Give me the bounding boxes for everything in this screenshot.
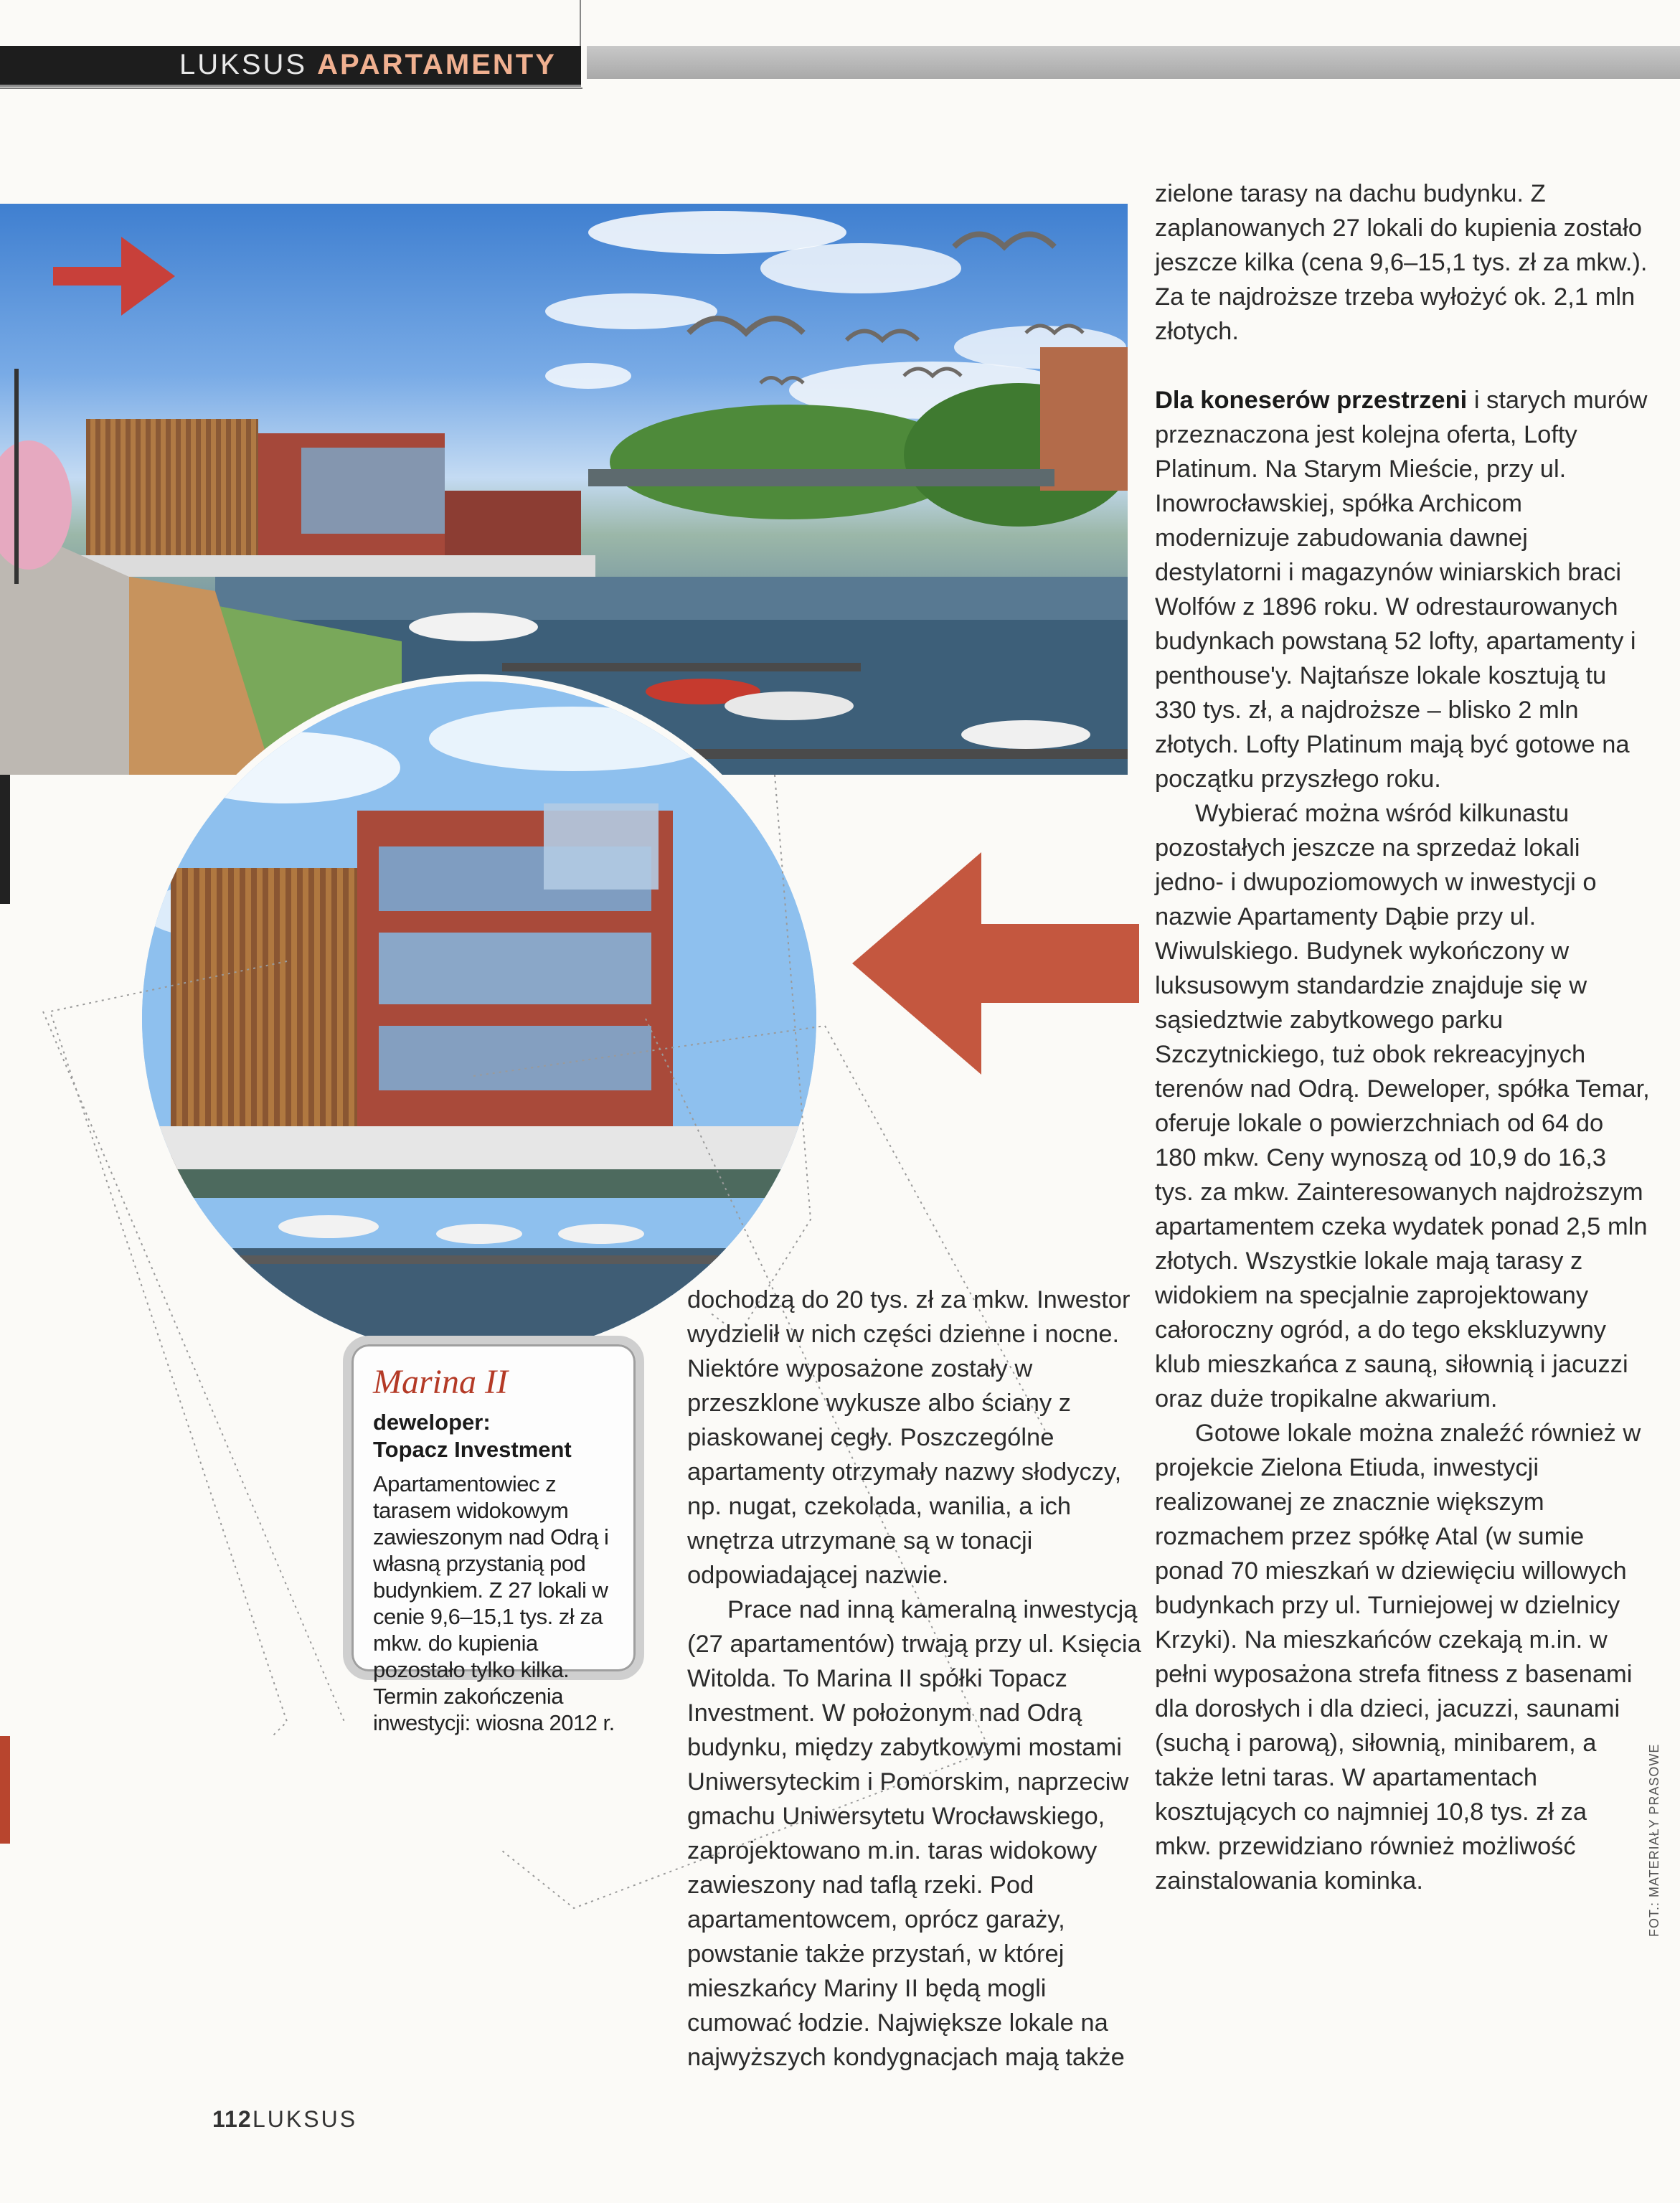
info-box-title: Marina II [373, 1363, 508, 1401]
arrow-left-icon [852, 852, 1139, 1075]
round-photo-illustration [142, 681, 816, 1356]
magazine-name: LUKSUS [253, 2106, 358, 2132]
paragraph-lead: Dla koneserów przestrzeni [1155, 387, 1468, 414]
section-label-light: LUKSUS [179, 49, 318, 80]
article-paragraph: dochodzą do 20 tys. zł za mkw. Inwestor wydzielił w nich części dzienne i nocne. Niektóre wyposażone zostały w przeszklone wykusze albo ściany z piaskowanej cegły. Poszczególne apartamenty otrzymały nazwy słodyczy, np. nugat, czekolada, wanilia, a ich wnętrza utrzymane są w tonacji odpowiadającej nazwie. [687, 1286, 1131, 1589]
article-paragraph: Gotowe lokale można znaleźć również w projekcie Zielona Etiuda, inwestycji realizowanej ze znacznie większym rozmachem przez spółkę Atal (w sumie ponad 70 mieszkań w dziewięciu willowych budynkach przy ul. Turniejowej w dzielnicy Krzyki). Na mieszkańców czekają m.in. w pełni wyposażona strefa fitness z basenami dla dorosłych i dla dzieci, jacuzzi, saunami (suchą i parową), siłownią, minibarem, a także letni taras. W apartamentach kosztujących co najmniej 10,8 tys. zł za mkw. przewidziano również możliwość zainstalowania kominka. [1155, 1420, 1641, 1895]
photo-credit: FOT.: MATERIAŁY PRASOWE [1647, 1743, 1661, 1937]
paragraph-text: i starych murów przeznaczona jest kolejna oferta, Lofty Platinum. Na Starym Mieście, przy ul. Inowrocławskiej, spółka Archicom modernizuje zabudowania dawnej destylatorni i magazynów winiarskich braci Wolfów z 1896 roku. W odrestaurowanych budynkach powstaną 52 lofty, apartamenty i penthouse'y. Najtańsze lokale kosztują tu 330 tys. zł, a najdroższe – blisko 2 mln złotych. Lofty Platinum mają być gotowe na początku przyszłego roku. [1155, 387, 1648, 793]
header-rule [0, 88, 582, 89]
section-label-bold: APARTAMENTY [317, 49, 557, 80]
article-paragraph: Wybierać można wśród kilkunastu pozostałych jeszcze na sprzedaż lokali jedno- i dwupoziomowych w inwestycji o nazwie Apartamenty Dąbie przy ul. Wiwulskiego. Budynek wykończony w luksusowym standardzie znajduje się w sąsiedztwie zabytkowego parku Szczytnickiego, tuż obok rekreacyjnych terenów nad Odrą. Deweloper, spółka Temar, oferuje lokale o powierzchniach od 64 do 180 mkw. Ceny wynoszą od 10,9 do 16,3 tys. za mkw. Zainteresowanych najdroższym apartamentem czeka wydatek ponad 2,5 mln złotych. Wszystkie lokale mają tarasy z widokiem na specjalnie zaprojektowany całoroczny ogród, a do tego ekskluzywny klub mieszkańca z sauną, siłownią i jacuzzi oraz duże tropikalne akwarium. [1155, 800, 1650, 1412]
article-column-middle [687, 1283, 1146, 2075]
edge-mark-dark [0, 775, 10, 904]
arrow-right-icon [53, 237, 175, 316]
section-label [179, 49, 557, 81]
article-paragraph: zielone tarasy na dachu budynku. Z zaplanowanych 27 lokali do kupienia zostało jeszcze kilka (cena 9,6–15,1 tys. zł za mkw.). Za te najdroższe trzeba wyłożyć ok. 2,1 mln złotych. [1155, 180, 1648, 345]
page-number: 112 [212, 2106, 252, 2132]
info-box-body: Apartamentowiec z tarasem widokowym zawieszonym nad Odrą i własną przystanią pod budynkiem. Z 27 lokali w cenie 9,6–15,1 tys. zł za mkw. do kupienia pozostało tylko kilka. Termin zakończenia inwestycji: wiosna 2012 r. [373, 1471, 615, 1735]
header-grey-band [587, 46, 1680, 79]
round-photo [142, 681, 816, 1356]
info-box [343, 1336, 644, 1735]
info-box-role-label: deweloper: [373, 1410, 491, 1435]
info-box-developer: Topacz Investment [373, 1437, 572, 1462]
article-paragraph: Prace nad inną kameralną inwestycją (27 apartamentów) trwają przy ul. Księcia Witolda. To Marina II spółki Topacz Investment. W położonym nad Odrą budynku, między zabytkowymi mostami Uniwersyteckim i Pomorskim, naprzeciw gmachu Uniwersytetu Wrocławskiego, zaprojektowano m.in. taras widokowy zawieszony nad taflą rzeki. Pod apartamentowcem, oprócz garaży, powstanie także przystań, w której mieszkańcy Mariny II będą mogli cumować łodzie. Największe lokale na najwyższych kondygnacjach mają także [687, 1596, 1141, 2071]
article-paragraph [1155, 383, 1650, 796]
edge-mark-red [0, 1736, 10, 1844]
article-column-right [1155, 176, 1650, 1898]
header-divider [580, 0, 581, 46]
